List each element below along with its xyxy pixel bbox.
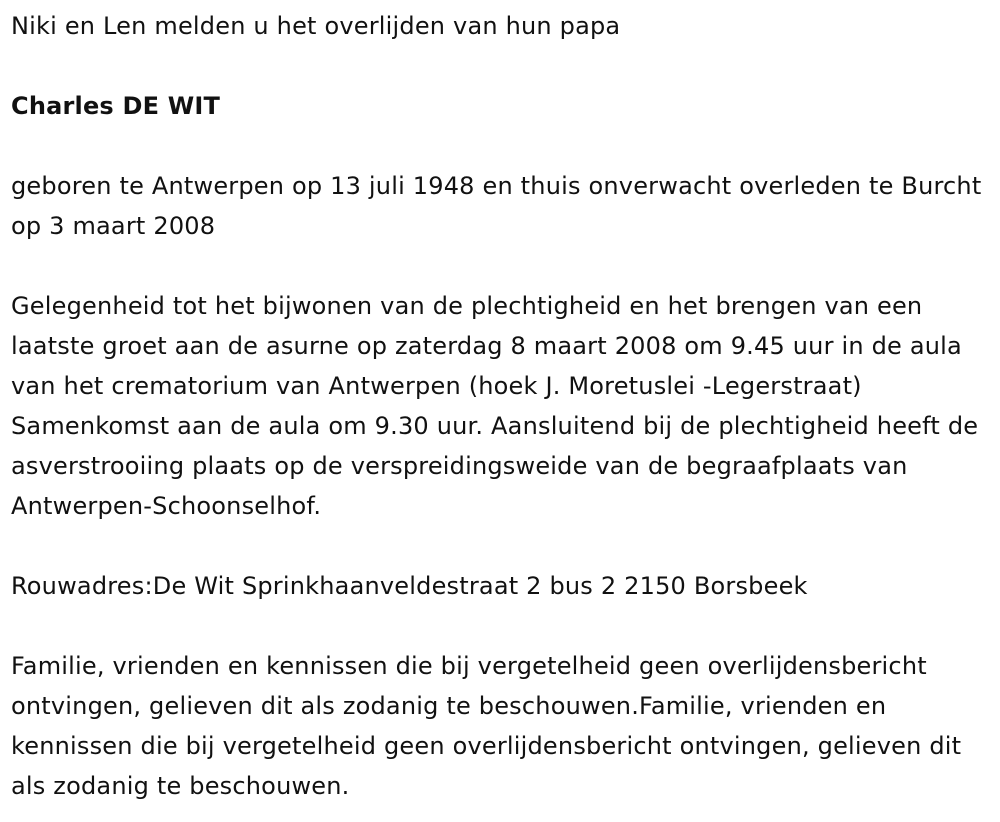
ceremony-text: Gelegenheid tot het bijwonen van de plechtigheid en het brengen van een laatste groet aan de asurne op zaterdag 8 maart 2008 om 9.45 uur in de aula van het crematorium van Antwerpen (hoek J. Moretuslei -Legerstraat) Samenkomst aan de aula om 9.30 uur. Aansluitend bij de plechtigheid heeft de asverstrooiing plaats op de verspreidingsweide van de begraafplaats van Antwerpen-Schoonselhof. bbox=[11, 292, 979, 520]
closing-text: Familie, vrienden en kennissen die bij vergetelheid geen overlijdensbericht ontvingen, gelieven dit als zodanig te beschouwen.Familie, vrienden en kennissen die bij vergetelheid geen overlijdensbericht ontvingen, gelieven dit als zodanig te beschouwen. bbox=[11, 652, 962, 800]
intro-text: Niki en Len melden u het overlijden van hun papa bbox=[11, 12, 621, 40]
death-notice bbox=[11, 6, 996, 806]
deceased-name: Charles DE WIT bbox=[11, 92, 221, 120]
mourning-address: Rouwadres:De Wit Sprinkhaanveldestraat 2 bus 2 2150 Borsbeek bbox=[11, 572, 808, 600]
birth-death-text: geboren te Antwerpen op 13 juli 1948 en thuis onverwacht overleden te Burcht op 3 maart 2008 bbox=[11, 172, 982, 240]
